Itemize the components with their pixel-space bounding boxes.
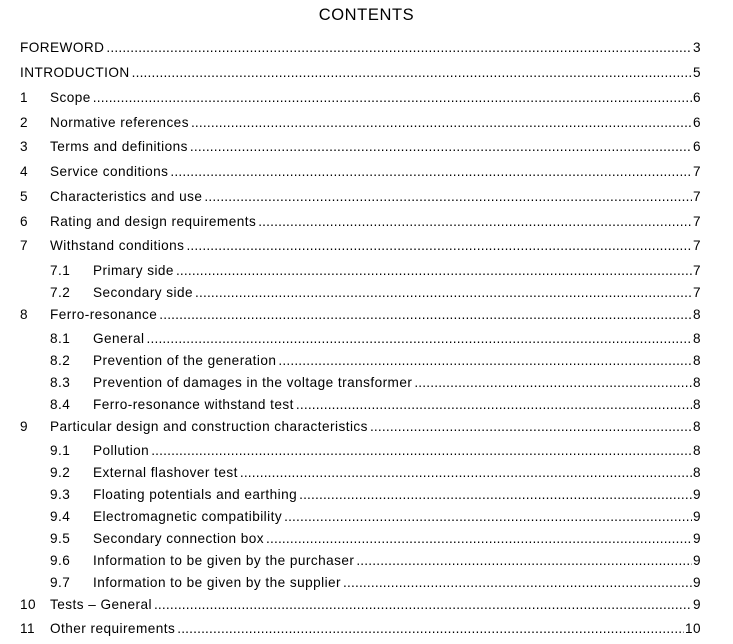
toc-entry-general[interactable] [50, 330, 701, 348]
toc-entry-ferro-resonance-withstand-test[interactable] [50, 396, 701, 414]
toc-entry-withstand-conditions[interactable] [20, 237, 701, 255]
dot-leader [296, 396, 692, 414]
dot-leader [195, 284, 692, 302]
toc-entry-label: Tests – General [50, 597, 152, 612]
toc-entry-number: 9.7 [50, 575, 71, 590]
dot-leader [147, 330, 692, 348]
toc-entry-label: Secondary connection box [93, 531, 265, 546]
toc-entry-label: Service conditions [50, 164, 169, 179]
toc-entry-number: 10 [20, 597, 37, 612]
toc-entry-page: 9 [692, 487, 701, 502]
toc-entry-tests-general[interactable] [20, 596, 701, 614]
dot-leader [93, 89, 692, 107]
dot-leader [132, 64, 692, 82]
toc-entry-page: 7 [692, 164, 701, 179]
dot-leader [240, 464, 692, 482]
toc-entry-label: General [93, 331, 145, 346]
toc-entry-number: 8.2 [50, 353, 71, 368]
dot-leader [258, 213, 692, 231]
toc-entry-page: 8 [692, 419, 701, 434]
toc-entry-number: 5 [20, 189, 29, 204]
toc-entry-number: 9.5 [50, 531, 71, 546]
toc-entry-label: Terms and definitions [50, 139, 188, 154]
toc-entry-normative-references[interactable] [20, 114, 701, 132]
dot-leader [106, 39, 692, 57]
toc-entry-other-requirements[interactable] [20, 620, 701, 638]
toc-entry-label: Particular design and construction characteristics [50, 419, 368, 434]
dot-leader [356, 552, 692, 570]
toc-entry-label: Ferro-resonance [50, 307, 158, 322]
dot-leader [176, 262, 692, 280]
toc-entry-page: 8 [692, 375, 701, 390]
toc-entry-introduction[interactable] [20, 64, 701, 82]
dot-leader [170, 163, 692, 181]
toc-entry-page: 9 [692, 597, 701, 612]
dot-leader [154, 596, 692, 614]
dot-leader [186, 237, 692, 255]
toc-entry-number: 9.4 [50, 509, 71, 524]
toc-entry-number: 9.2 [50, 465, 71, 480]
dot-leader [204, 188, 692, 206]
toc-entry-number: 9.6 [50, 553, 71, 568]
toc-entry-label: Information to be given by the purchaser [93, 553, 355, 568]
toc-entry-number: 11 [20, 621, 36, 636]
toc-entry-page: 9 [692, 553, 701, 568]
contents-title: CONTENTS [318, 6, 415, 24]
toc-entry-label: FOREWORD [20, 40, 105, 55]
toc-entry-characteristics-and-use[interactable] [20, 188, 701, 206]
toc-entry-label: External flashover test [93, 465, 238, 480]
toc-entry-number: 8.3 [50, 375, 71, 390]
toc-entry-number: 8 [20, 307, 29, 322]
dot-leader [151, 442, 692, 460]
toc-entry-info-supplier[interactable] [50, 574, 701, 592]
dot-leader [190, 138, 692, 156]
toc-entry-secondary-connection-box[interactable] [50, 530, 701, 548]
toc-entry-number: 7.1 [50, 263, 71, 278]
toc-entry-prevention-of-generation[interactable] [50, 352, 701, 370]
dot-leader [266, 530, 692, 548]
dot-leader [343, 574, 692, 592]
toc-entry-page: 9 [692, 575, 701, 590]
toc-entry-label: Withstand conditions [50, 238, 185, 253]
toc-entry-secondary-side[interactable] [50, 284, 701, 302]
toc-entry-foreword[interactable] [20, 39, 701, 57]
toc-entry-external-flashover-test[interactable] [50, 464, 701, 482]
toc-entry-number: 2 [20, 115, 29, 130]
toc-entry-prevention-of-damages[interactable] [50, 374, 701, 392]
dot-leader [278, 352, 692, 370]
toc-entry-number: 6 [20, 214, 29, 229]
dot-leader [414, 374, 692, 392]
dot-leader [370, 418, 692, 436]
toc-entry-primary-side[interactable] [50, 262, 701, 280]
toc-entry-label: Electromagnetic compatibility [93, 509, 283, 524]
toc-entry-number: 8.1 [50, 331, 71, 346]
toc-entry-number: 1 [20, 90, 29, 105]
toc-entry-scope[interactable] [20, 89, 701, 107]
dot-leader [159, 306, 692, 324]
toc-entry-info-purchaser[interactable] [50, 552, 701, 570]
toc-entry-number: 3 [20, 139, 29, 154]
toc-entry-label: Prevention of damages in the voltage transformer [93, 375, 413, 390]
toc-entry-label: Pollution [93, 443, 150, 458]
toc-entry-page: 8 [692, 307, 701, 322]
toc-entry-label: INTRODUCTION [20, 65, 130, 80]
toc-entry-label: Floating potentials and earthing [93, 487, 298, 502]
toc-entry-number: 7 [20, 238, 29, 253]
dot-leader [299, 486, 692, 504]
toc-entry-page: 5 [692, 65, 701, 80]
toc-entry-page: 9 [692, 531, 701, 546]
toc-entry-number: 9 [20, 419, 29, 434]
toc-entry-page: 3 [692, 40, 701, 55]
toc-entry-page: 9 [692, 509, 701, 524]
toc-entry-label: Characteristics and use [50, 189, 203, 204]
toc-entry-pollution[interactable] [50, 442, 701, 460]
toc-entry-page: 7 [692, 238, 701, 253]
toc-entry-number: 4 [20, 164, 29, 179]
toc-entry-page: 8 [692, 353, 701, 368]
toc-entry-label: Normative references [50, 115, 189, 130]
toc-entry-service-conditions[interactable] [20, 163, 701, 181]
dot-leader [191, 114, 692, 132]
toc-entry-label: Scope [50, 90, 91, 105]
toc-entry-page: 8 [692, 331, 701, 346]
toc-entry-label: Prevention of the generation [93, 353, 277, 368]
toc-entry-page: 7 [692, 189, 701, 204]
toc-entry-label: Ferro-resonance withstand test [93, 397, 294, 412]
toc-entry-number: 8.4 [50, 397, 71, 412]
toc-entry-label: Secondary side [93, 285, 194, 300]
toc-entry-number: 9.1 [50, 443, 71, 458]
toc-entry-number: 7.2 [50, 285, 71, 300]
toc-entry-label: Other requirements [50, 621, 176, 636]
toc-entry-electromagnetic-compatibility[interactable] [50, 508, 701, 526]
toc-entry-page: 7 [692, 214, 701, 229]
toc-entry-page: 8 [692, 443, 701, 458]
toc-entry-terms-and-definitions[interactable] [20, 138, 701, 156]
toc-entry-number: 9.3 [50, 487, 71, 502]
toc-entry-rating-and-design-requirements[interactable] [20, 213, 701, 231]
toc-entry-page: 8 [692, 465, 701, 480]
toc-entry-page: 6 [692, 90, 701, 105]
dot-leader [284, 508, 692, 526]
toc-entry-page: 6 [692, 139, 701, 154]
toc-entry-particular-design[interactable] [20, 418, 701, 436]
toc-entry-label: Rating and design requirements [50, 214, 257, 229]
toc-entry-label: Primary side [93, 263, 174, 278]
toc-entry-ferro-resonance[interactable] [20, 306, 701, 324]
toc-entry-floating-potentials[interactable] [50, 486, 701, 504]
toc-entry-page: 10 [684, 621, 701, 636]
dot-leader [177, 620, 684, 638]
toc-entry-page: 8 [692, 397, 701, 412]
toc-entry-page: 7 [692, 263, 701, 278]
toc-entry-label: Information to be given by the supplier [93, 575, 342, 590]
toc-entry-page: 6 [692, 115, 701, 130]
toc-entry-page: 7 [692, 285, 701, 300]
